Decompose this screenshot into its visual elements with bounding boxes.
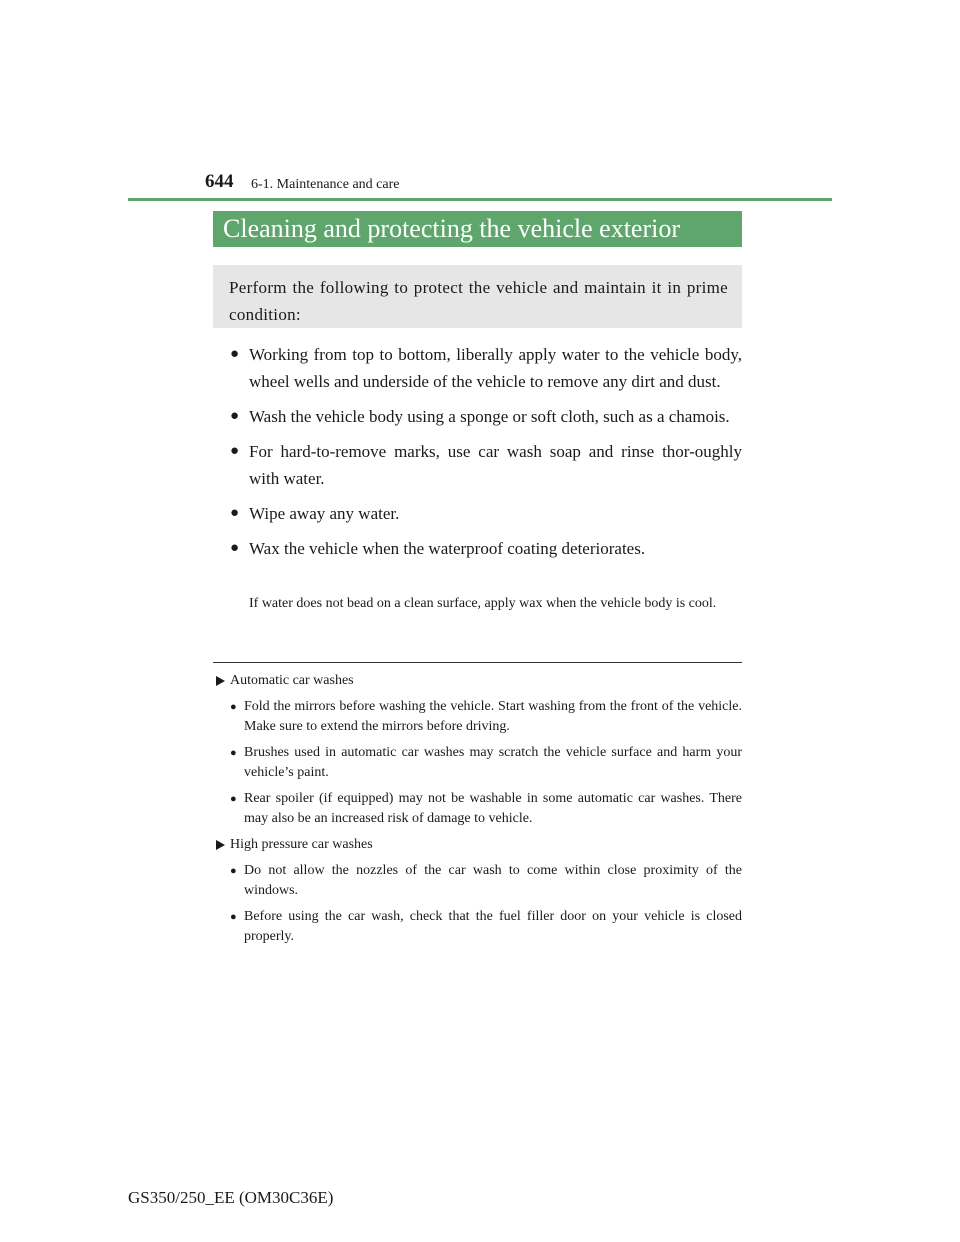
bullet-icon: ● bbox=[230, 540, 240, 556]
step-item bbox=[230, 535, 742, 562]
note-group-high-pressure bbox=[216, 835, 742, 947]
note-group-automatic bbox=[216, 671, 742, 829]
note-item bbox=[230, 789, 742, 829]
header-divider bbox=[128, 198, 832, 201]
bullet-icon: ● bbox=[230, 747, 237, 759]
bullet-icon: ● bbox=[230, 505, 240, 521]
section-title: Cleaning and protecting the vehicle exterior bbox=[223, 214, 680, 243]
note-heading-text: Automatic car washes bbox=[230, 673, 354, 688]
note-heading bbox=[216, 671, 742, 691]
note-item-text: Brushes used in automatic car washes may scratch the vehicle surface and harm your vehicle’s paint. bbox=[244, 745, 742, 780]
note-item-text: Fold the mirrors before washing the vehicle. Start washing from the front of the vehicle. Make sure to extend the mirrors before driving. bbox=[244, 699, 742, 734]
note-item bbox=[230, 907, 742, 947]
note-item bbox=[230, 743, 742, 783]
wax-note: If water does not bead on a clean surface, apply wax when the vehicle body is cool. bbox=[249, 596, 717, 611]
note-item-text: Before using the car wash, check that the fuel filler door on your vehicle is closed properly. bbox=[244, 909, 742, 944]
note-heading bbox=[216, 835, 742, 855]
bullet-icon: ● bbox=[230, 793, 237, 805]
model-code: GS350/250_EE (OM30C36E) bbox=[128, 1188, 334, 1207]
section-reference: 6-1. Maintenance and care bbox=[251, 177, 400, 192]
step-item bbox=[230, 438, 742, 492]
note-items bbox=[216, 697, 742, 829]
page-number: 644 bbox=[205, 171, 234, 192]
step-item bbox=[230, 403, 742, 430]
notes-section bbox=[216, 671, 742, 953]
bullet-icon: ● bbox=[230, 701, 237, 713]
note-heading-text: High pressure car washes bbox=[230, 837, 373, 852]
bullet-icon: ● bbox=[230, 865, 237, 877]
step-text: For hard-to-remove marks, use car wash soap and rinse thor-oughly with water. bbox=[249, 442, 742, 488]
heading-marker-icon bbox=[216, 676, 225, 686]
bullet-icon: ● bbox=[230, 911, 237, 923]
note-item bbox=[230, 697, 742, 737]
note-item-text: Rear spoiler (if equipped) may not be washable in some automatic car washes. There may also be an increased risk of damage to vehicle. bbox=[244, 791, 742, 826]
step-text: Wash the vehicle body using a sponge or soft cloth, such as a chamois. bbox=[249, 407, 730, 426]
note-items bbox=[216, 861, 742, 947]
section-title-bar bbox=[213, 211, 742, 247]
steps-list bbox=[230, 341, 742, 562]
intro-box: Perform the following to protect the vehicle and maintain it in prime condition: bbox=[213, 265, 742, 328]
heading-marker-icon bbox=[216, 840, 225, 850]
bullet-icon: ● bbox=[230, 443, 240, 459]
step-item bbox=[230, 500, 742, 527]
bullet-icon: ● bbox=[230, 408, 240, 424]
step-text: Wipe away any water. bbox=[249, 504, 400, 523]
step-item bbox=[230, 341, 742, 395]
step-text: Working from top to bottom, liberally apply water to the vehicle body, wheel wells and underside of the vehicle to remove any dirt and dust. bbox=[249, 345, 742, 391]
note-item bbox=[230, 861, 742, 901]
step-text: Wax the vehicle when the waterproof coating deteriorates. bbox=[249, 539, 646, 558]
note-item-text: Do not allow the nozzles of the car wash to come within close proximity of the windows. bbox=[244, 863, 742, 898]
bullet-icon: ● bbox=[230, 346, 240, 362]
notes-divider bbox=[213, 662, 742, 663]
